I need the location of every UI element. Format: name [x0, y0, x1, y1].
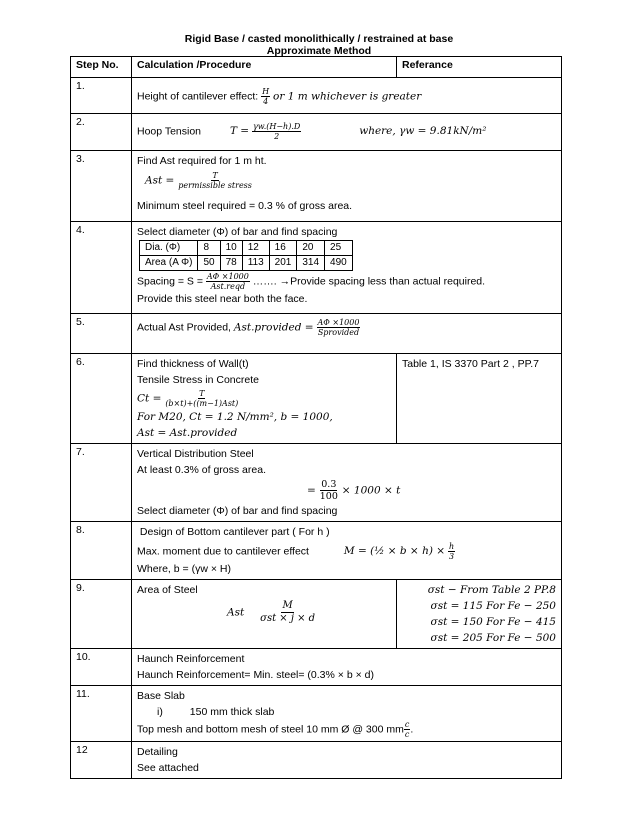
step-row-9 — [71, 580, 562, 649]
step-calc — [132, 222, 562, 314]
min-steel-text: Minimum steel required = 0.3 % of gross area. — [137, 200, 353, 212]
area-label: Area (A Φ) — [140, 256, 198, 271]
step-no: 8. — [71, 522, 132, 580]
spacing-pre: Spacing = S = — [137, 275, 203, 288]
step-calc — [132, 354, 397, 444]
fraction-h-over-4: $\frac{H}{4}$ — [262, 87, 270, 106]
step-no: 10. — [71, 649, 132, 686]
detailing-text: Detailing — [137, 746, 178, 758]
step-no: 9. — [71, 580, 132, 649]
actual-ast-fraction: $\frac{A\Phi \times 1000}{\text{Sprovided}}$ — [317, 318, 360, 337]
step-calc — [132, 742, 562, 779]
hoop-fraction: $\frac{\gamma w.(H-h).D}{2}$ — [253, 122, 301, 141]
where-b-text: Where, b = (γw × H) — [137, 563, 231, 575]
step-row-10 — [71, 649, 562, 686]
step-calc — [132, 580, 397, 649]
ast-provided-eq: Ast = Ast.provided — [137, 427, 238, 439]
vs-eq: = — [307, 484, 316, 497]
step-calc — [132, 78, 562, 114]
dia-cell: 12 — [242, 241, 269, 256]
step-calc — [132, 444, 562, 522]
base-slab-text: Base Slab — [137, 690, 185, 702]
cantilever-tail: or 1 m whichever is greater — [273, 90, 422, 103]
m20-text: For M20, Ct = 1.2 N/mm², b = 1000, — [137, 411, 333, 423]
dia-cell: 20 — [297, 241, 325, 256]
area-cell: 490 — [325, 256, 353, 271]
step-row-11 — [71, 686, 562, 742]
step-calc — [132, 522, 562, 580]
vertical-steel-text: Vertical Distribution Steel — [137, 448, 254, 460]
slab-item-text: 150 mm thick slab — [189, 706, 275, 718]
actual-ast-text: Actual Ast Provided, — [137, 321, 231, 334]
step-row-5 — [71, 314, 562, 354]
sigma-ref: σst = 150 For Fe − 415 — [430, 616, 556, 628]
step-no: 5. — [71, 314, 132, 354]
sigma-ref: σst − From Table 2 PP.8 — [427, 584, 556, 596]
dia-cell: 10 — [220, 241, 242, 256]
hoop-text: Hoop Tension — [137, 125, 202, 138]
step-calc — [132, 314, 562, 354]
step-row-6 — [71, 354, 562, 444]
select-dia-text: Select diameter (Φ) of bar and find spacing — [137, 226, 338, 238]
area-steel-text: Area of Steel — [137, 584, 198, 596]
step-no: 6. — [71, 354, 132, 444]
both-face-text: Provide this steel near both the face. — [137, 293, 308, 305]
vs-select-text: Select diameter (Φ) of bar and find spacing — [137, 505, 338, 517]
bottom-cantilever-text: Design of Bottom cantilever part ( For h ) — [137, 526, 330, 538]
step-row-8 — [71, 522, 562, 580]
procedure-table — [70, 56, 562, 779]
spacing-fraction: $\frac{A\Phi \times 1000}{\text{Ast.reqd}}$ — [206, 272, 249, 291]
haunch-eq: Haunch Reinforcement= Min. steel= (0.3% × b × d) — [137, 669, 374, 681]
dia-cell: 16 — [269, 241, 297, 256]
step-no: 2. — [71, 114, 132, 151]
mesh-text: Top mesh and bottom mesh of steel 10 mm Ø @ 300 mm — [137, 723, 404, 736]
ast-lhs: Ast = — [145, 174, 175, 187]
vs-tail: × 1000 × t — [341, 484, 401, 497]
dia-label: Dia. (Φ) — [140, 241, 198, 256]
dia-cell: 8 — [198, 241, 220, 256]
header-calc: Calculation /Procedure — [132, 57, 397, 78]
ct-lhs: Ct = — [137, 392, 162, 405]
sigma-ref: σst = 205 For Fe − 500 — [430, 632, 556, 644]
step-calc — [132, 649, 562, 686]
tensile-text: Tensile Stress in Concrete — [137, 374, 259, 386]
document-title: Rigid Base / casted monolithically / restrained at base — [184, 33, 454, 45]
step-no: 1. — [71, 78, 132, 114]
header-step: Step No. — [71, 57, 132, 78]
area-cell: 113 — [242, 256, 269, 271]
area-row — [140, 256, 353, 271]
slab-item-no: i) — [157, 706, 163, 718]
step-no: 11. — [71, 686, 132, 742]
step-calc — [132, 151, 562, 222]
header-ref: Referance — [397, 57, 562, 78]
area-cell: 201 — [269, 256, 297, 271]
header-row — [71, 57, 562, 78]
moment-eq: M = (½ × b × h) × — [343, 545, 446, 558]
vs-fraction: $\frac{0.3}{100}$ — [319, 479, 338, 502]
dia-cell: 25 — [325, 241, 353, 256]
document-subtitle: Approximate Method — [266, 45, 372, 57]
step-row-4 — [71, 222, 562, 314]
step-calc — [132, 114, 562, 151]
least-text: At least 0.3% of gross area. — [137, 464, 266, 476]
step-no: 7. — [71, 444, 132, 522]
as-lhs: Ast — [227, 606, 245, 619]
sigma-ref: σst = 115 For Fe − 250 — [430, 600, 556, 612]
as-fraction: $\frac{M}{\text{σst × j × d}}$ — [260, 600, 316, 624]
area-cell: 50 — [198, 256, 220, 271]
ast-fraction: $\frac{T}{\text{permissible stress}}$ — [178, 171, 252, 190]
area-cell: 314 — [297, 256, 325, 271]
step-no: 4. — [71, 222, 132, 314]
moment-fraction: $\frac{h}{3}$ — [449, 542, 455, 561]
diameter-area-table — [139, 240, 353, 271]
spacing-post: ……. →Provide spacing less than actual required. — [252, 275, 486, 288]
step-no: 3. — [71, 151, 132, 222]
step-ref — [397, 354, 562, 444]
step-row-1 — [71, 78, 562, 114]
is3370-ref: Table 1, IS 3370 Part 2 , PP.7 — [402, 358, 539, 370]
see-attached-text: See attached — [137, 762, 199, 774]
step-no: 12 — [71, 742, 132, 779]
hoop-where: where, γw = 9.81kN/m² — [359, 125, 487, 138]
step-row-2 — [71, 114, 562, 151]
ct-fraction: $\frac{T}{\text{(b×t)+((m−1)Ast)}}$ — [165, 389, 239, 408]
mesh-fraction: $\frac{c}{c}$ — [404, 720, 410, 739]
step-row-7 — [71, 444, 562, 522]
step-calc: Base Slab i) 150 mm thick slab Top mesh and bottom mesh of steel 10 mm Ø @ 300 mm $\frac{c}{c}$ . — [132, 686, 562, 742]
actual-ast-lhs: Ast.provided = — [233, 321, 314, 334]
thickness-text: Find thickness of Wall(t) — [137, 358, 249, 370]
step-ref — [397, 580, 562, 649]
step-row-12 — [71, 742, 562, 779]
dia-row — [140, 241, 353, 256]
step-row-3 — [71, 151, 562, 222]
haunch-text: Haunch Reinforcement — [137, 653, 245, 665]
max-moment-text: Max. moment due to cantilever effect — [137, 545, 309, 558]
cantilever-text: Height of cantilever effect: — [137, 90, 259, 103]
area-cell: 78 — [220, 256, 242, 271]
hoop-eq: T = — [229, 125, 250, 138]
ast-text: Find Ast required for 1 m ht. — [137, 155, 267, 167]
